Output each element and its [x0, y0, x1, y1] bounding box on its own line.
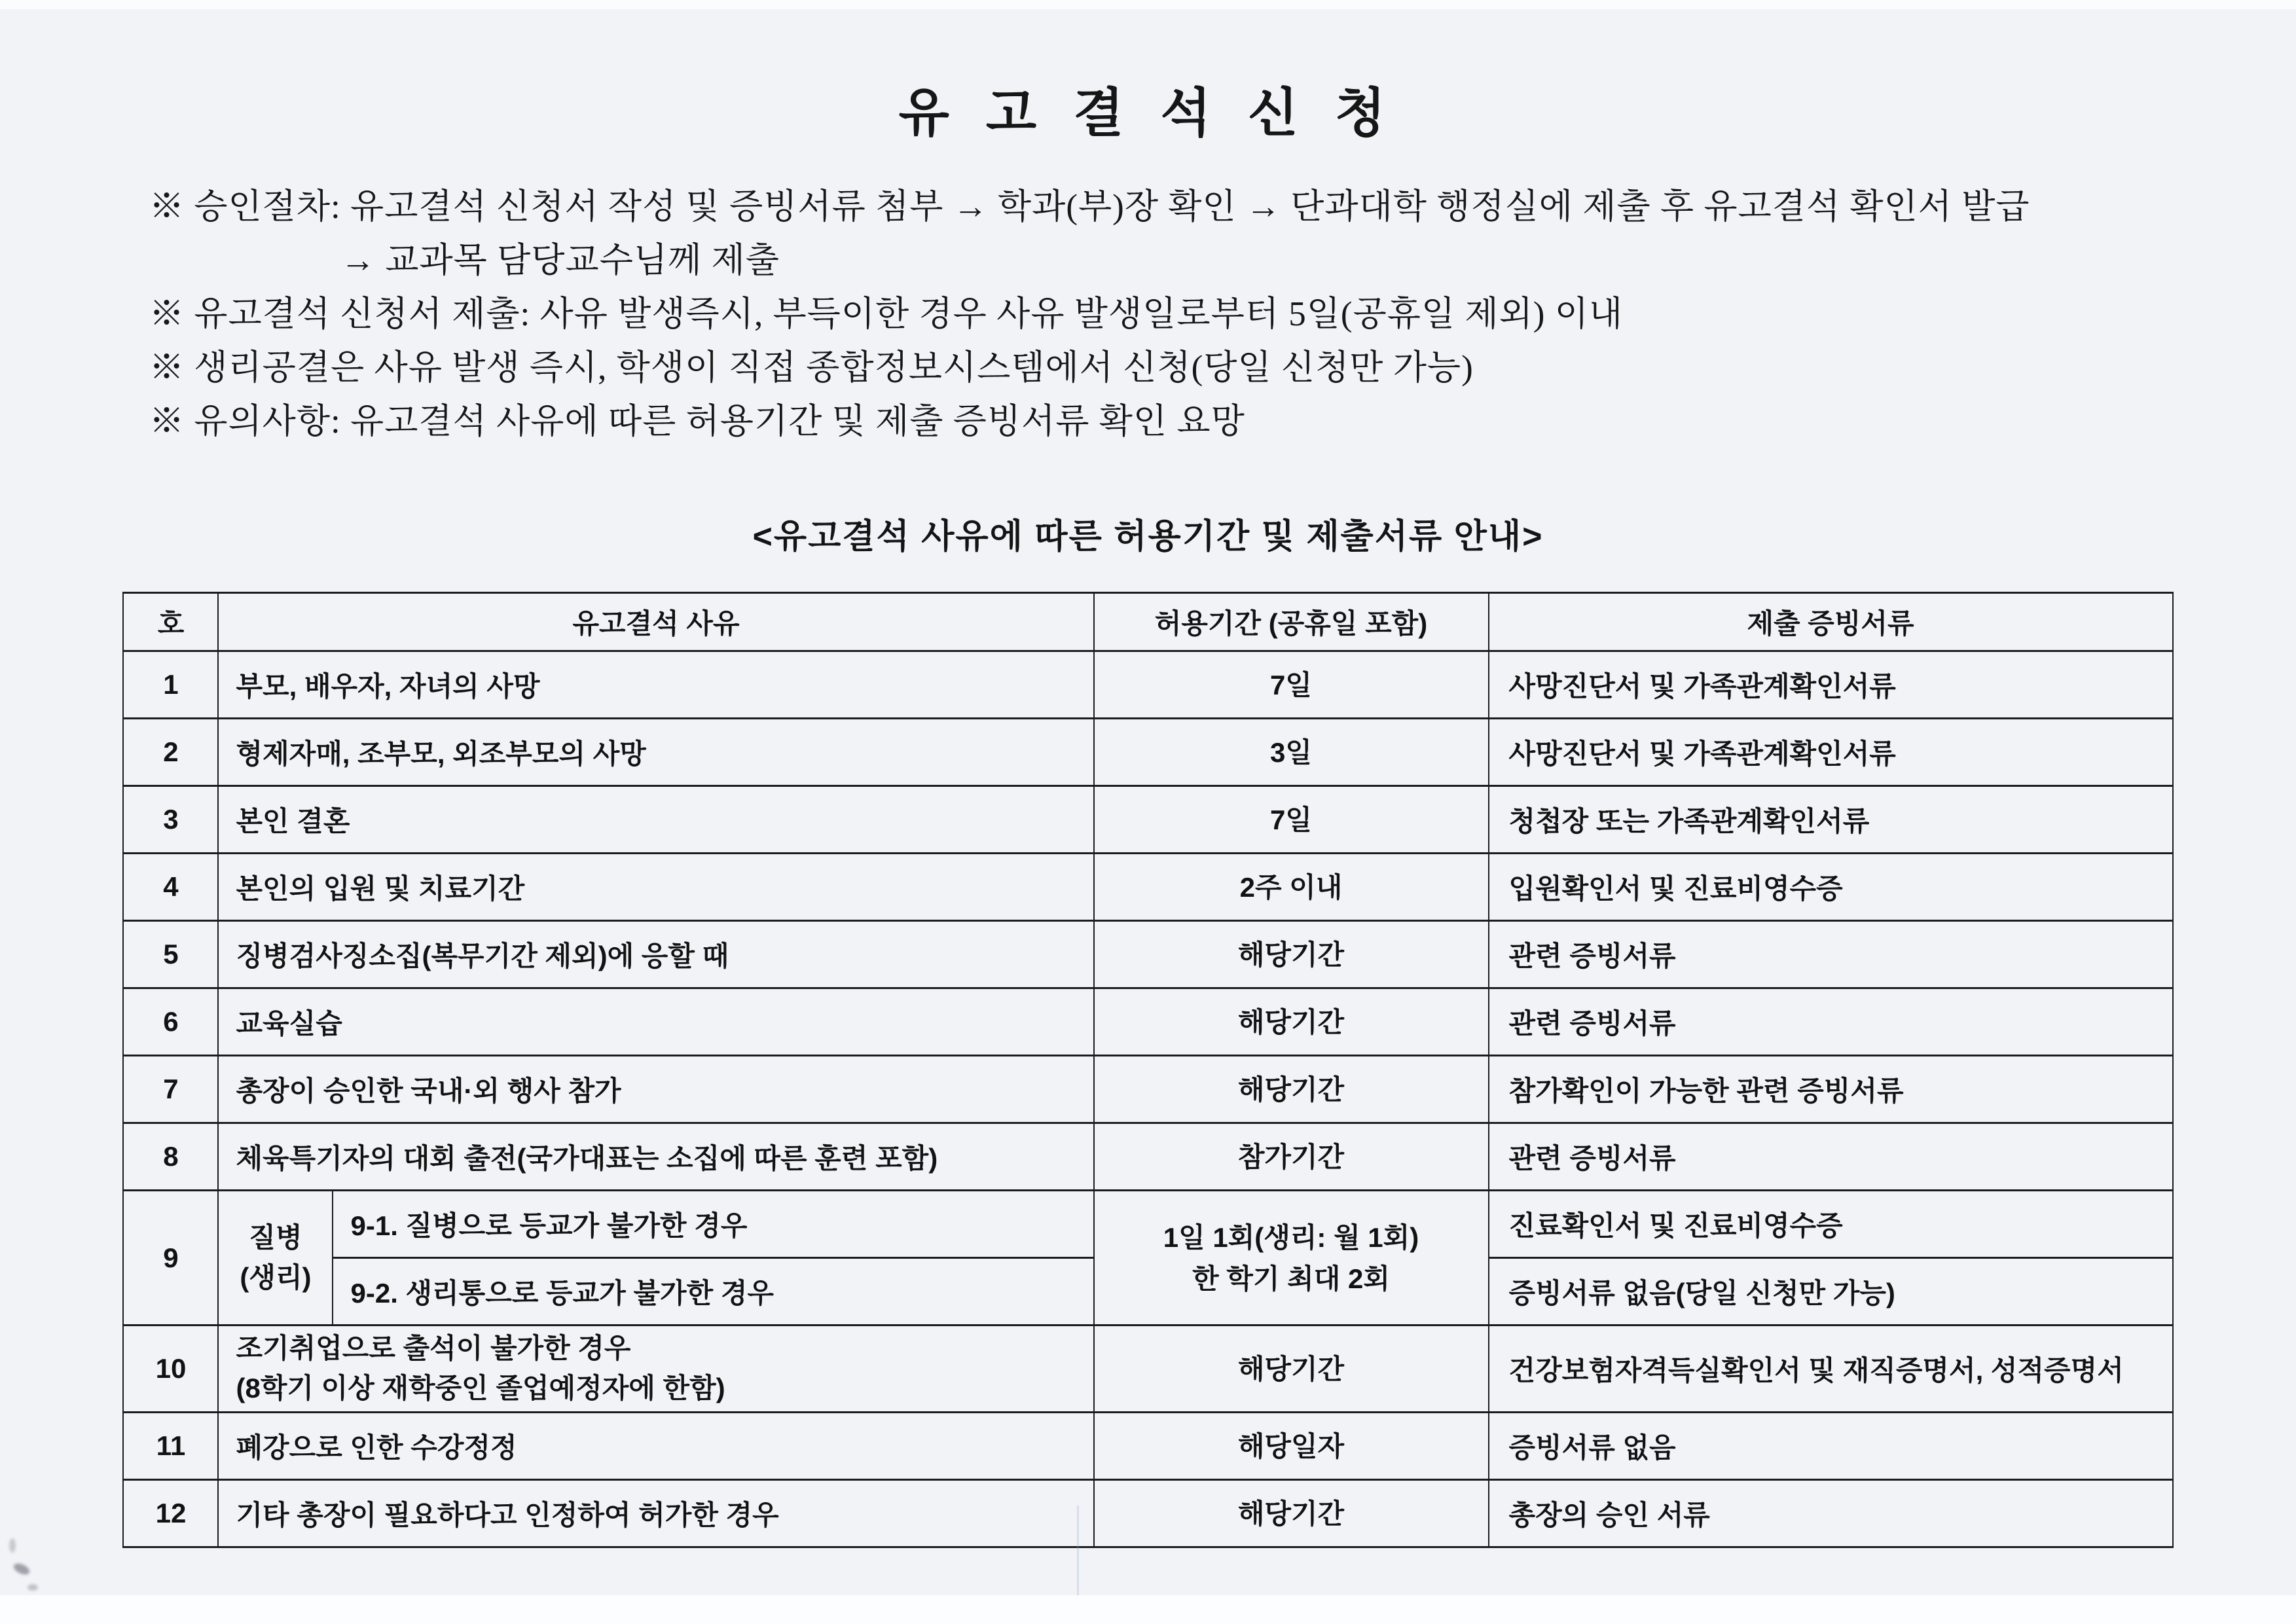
table-row-4 — [123, 854, 2172, 921]
header-row — [123, 593, 2172, 651]
cell-no: 3 — [123, 786, 218, 854]
cell-docs: 입원확인서 및 진료비영수증 — [1489, 854, 2173, 921]
cell-reason: 본인 결혼 — [218, 786, 1093, 854]
cell-docs: 청첩장 또는 가족관계확인서류 — [1489, 786, 2173, 854]
table-row-9a — [123, 1191, 2172, 1258]
cell-no: 11 — [123, 1413, 218, 1480]
cell-reason: 기타 총장이 필요하다고 인정하여 허가한 경우 — [218, 1480, 1093, 1547]
scan-edge-bottom — [0, 1595, 2296, 1624]
cell-period: 7일 — [1094, 651, 1489, 719]
cell-subreason: 9-1. 질병으로 등교가 불가한 경우 — [333, 1191, 1093, 1258]
scan-edge-top — [0, 0, 2296, 9]
cell-no: 9 — [123, 1191, 218, 1326]
cell-period: 3일 — [1094, 719, 1489, 786]
cell-docs: 사망진단서 및 가족관계확인서류 — [1489, 651, 2173, 719]
cell-reason: 형제자매, 조부모, 외조부모의 사망 — [218, 719, 1093, 786]
cell-no: 4 — [123, 854, 218, 921]
cell-reason: 폐강으로 인한 수강정정 — [218, 1413, 1093, 1480]
cell-docs: 건강보험자격득실확인서 및 재직증명서, 성적증명서 — [1489, 1326, 2173, 1413]
header-period: 허용기간 (공휴일 포함) — [1094, 593, 1489, 651]
note-menstrual-absence: ※ 생리공결은 사유 발생 즉시, 학생이 직접 종합정보시스템에서 신청(당일 신청만 가능) — [149, 349, 1474, 387]
cell-no: 10 — [123, 1326, 218, 1413]
cell-period: 해당기간 — [1094, 1326, 1489, 1413]
cell-period: 해당기간 — [1094, 1056, 1489, 1123]
cell-no: 6 — [123, 988, 218, 1056]
table-row-3 — [123, 786, 2172, 854]
cell-reason: 징병검사징소집(복무기간 제외)에 응할 때 — [218, 921, 1093, 988]
cell-no: 2 — [123, 719, 218, 786]
group-label-line2: (생리) — [240, 1261, 312, 1293]
cell-period: 참가기간 — [1094, 1123, 1489, 1191]
table-header — [123, 593, 2172, 651]
header-docs: 제출 증빙서류 — [1489, 593, 2173, 651]
note-caution: ※ 유의사항: 유고결석 사유에 따른 허용기간 및 제출 증빙서류 확인 요망 — [149, 403, 1245, 441]
scan-artifact — [12, 1561, 31, 1577]
cell-no: 1 — [123, 651, 218, 719]
cell-period: 해당기간 — [1094, 921, 1489, 988]
cell-no: 7 — [123, 1056, 218, 1123]
absence-policy-table — [122, 592, 2173, 1548]
note-submission-deadline: ※ 유고결석 신청서 제출: 사유 발생즉시, 부득이한 경우 사유 발생일로부터 5일(공휴일 제외) 이내 — [149, 295, 1624, 333]
scan-artifact — [27, 1584, 38, 1591]
cell-docs: 사망진단서 및 가족관계확인서류 — [1489, 719, 2173, 786]
cell-reason — [218, 1326, 1093, 1413]
cell-docs: 참가확인이 가능한 관련 증빙서류 — [1489, 1056, 2173, 1123]
table-row-7 — [123, 1056, 2172, 1123]
cell-subreason: 9-2. 생리통으로 등교가 불가한 경우 — [333, 1258, 1093, 1326]
cell-no: 8 — [123, 1123, 218, 1191]
header-no: 호 — [123, 593, 218, 651]
note-approval-procedure-cont: → 교과목 담당교수님께 제출 — [340, 242, 780, 280]
table-caption: <유고결석 사유에 따른 허용기간 및 제출서류 안내> — [752, 518, 1544, 556]
scan-artifact — [9, 1538, 16, 1553]
note-approval-procedure: ※ 승인절차: 유고결석 신청서 작성 및 증빙서류 첨부 → 학과(부)장 확인 → 단과대학 행정실에 제출 후 유고결석 확인서 발급 — [149, 188, 2030, 226]
cell-docs: 진료확인서 및 진료비영수증 — [1489, 1191, 2173, 1258]
cell-period: 해당일자 — [1094, 1413, 1489, 1480]
cell-period: 7일 — [1094, 786, 1489, 854]
cell-docs: 관련 증빙서류 — [1489, 921, 2173, 988]
table-row-11 — [123, 1413, 2172, 1480]
scan-fold-line — [1077, 1506, 1079, 1604]
table-row-6 — [123, 988, 2172, 1056]
cell-reason: 체육특기자의 대회 출전(국가대표는 소집에 따른 훈련 포함) — [218, 1123, 1093, 1191]
notes-section — [149, 180, 2205, 448]
cell-reason-group — [218, 1191, 333, 1326]
cell-period: 해당기간 — [1094, 988, 1489, 1056]
cell-reason: 총장이 승인한 국내·외 행사 참가 — [218, 1056, 1093, 1123]
header-reason: 유고결석 사유 — [218, 593, 1093, 651]
cell-period: 해당기간 — [1094, 1480, 1489, 1547]
reason-line2: (8학기 이상 재학중인 졸업예정자에 한함) — [236, 1373, 725, 1403]
reason-line1: 조기취업으로 출석이 불가한 경우 — [236, 1333, 631, 1364]
cell-reason: 부모, 배우자, 자녀의 사망 — [218, 651, 1093, 719]
cell-docs: 관련 증빙서류 — [1489, 1123, 2173, 1191]
period-line1: 1일 1회(생리: 월 1회) — [1163, 1221, 1419, 1253]
cell-no: 12 — [123, 1480, 218, 1547]
period-line2: 한 학기 최대 2회 — [1192, 1263, 1390, 1294]
cell-docs: 증빙서류 없음(당일 신청만 가능) — [1489, 1258, 2173, 1326]
cell-reason: 교육실습 — [218, 988, 1093, 1056]
cell-reason: 본인의 입원 및 치료기간 — [218, 854, 1093, 921]
table-row-12 — [123, 1480, 2172, 1547]
group-label-line1: 질병 — [249, 1221, 302, 1253]
cell-period — [1094, 1191, 1489, 1326]
table-row-2 — [123, 719, 2172, 786]
cell-period: 2주 이내 — [1094, 854, 1489, 921]
table-row-8 — [123, 1123, 2172, 1191]
table-row-5 — [123, 921, 2172, 988]
document-title: 유 고 결 석 신 청 — [898, 85, 1398, 143]
cell-docs: 증빙서류 없음 — [1489, 1413, 2173, 1480]
cell-docs: 관련 증빙서류 — [1489, 988, 2173, 1056]
cell-no: 5 — [123, 921, 218, 988]
table-row-1 — [123, 651, 2172, 719]
cell-docs: 총장의 승인 서류 — [1489, 1480, 2173, 1547]
table-row-10 — [123, 1326, 2172, 1413]
